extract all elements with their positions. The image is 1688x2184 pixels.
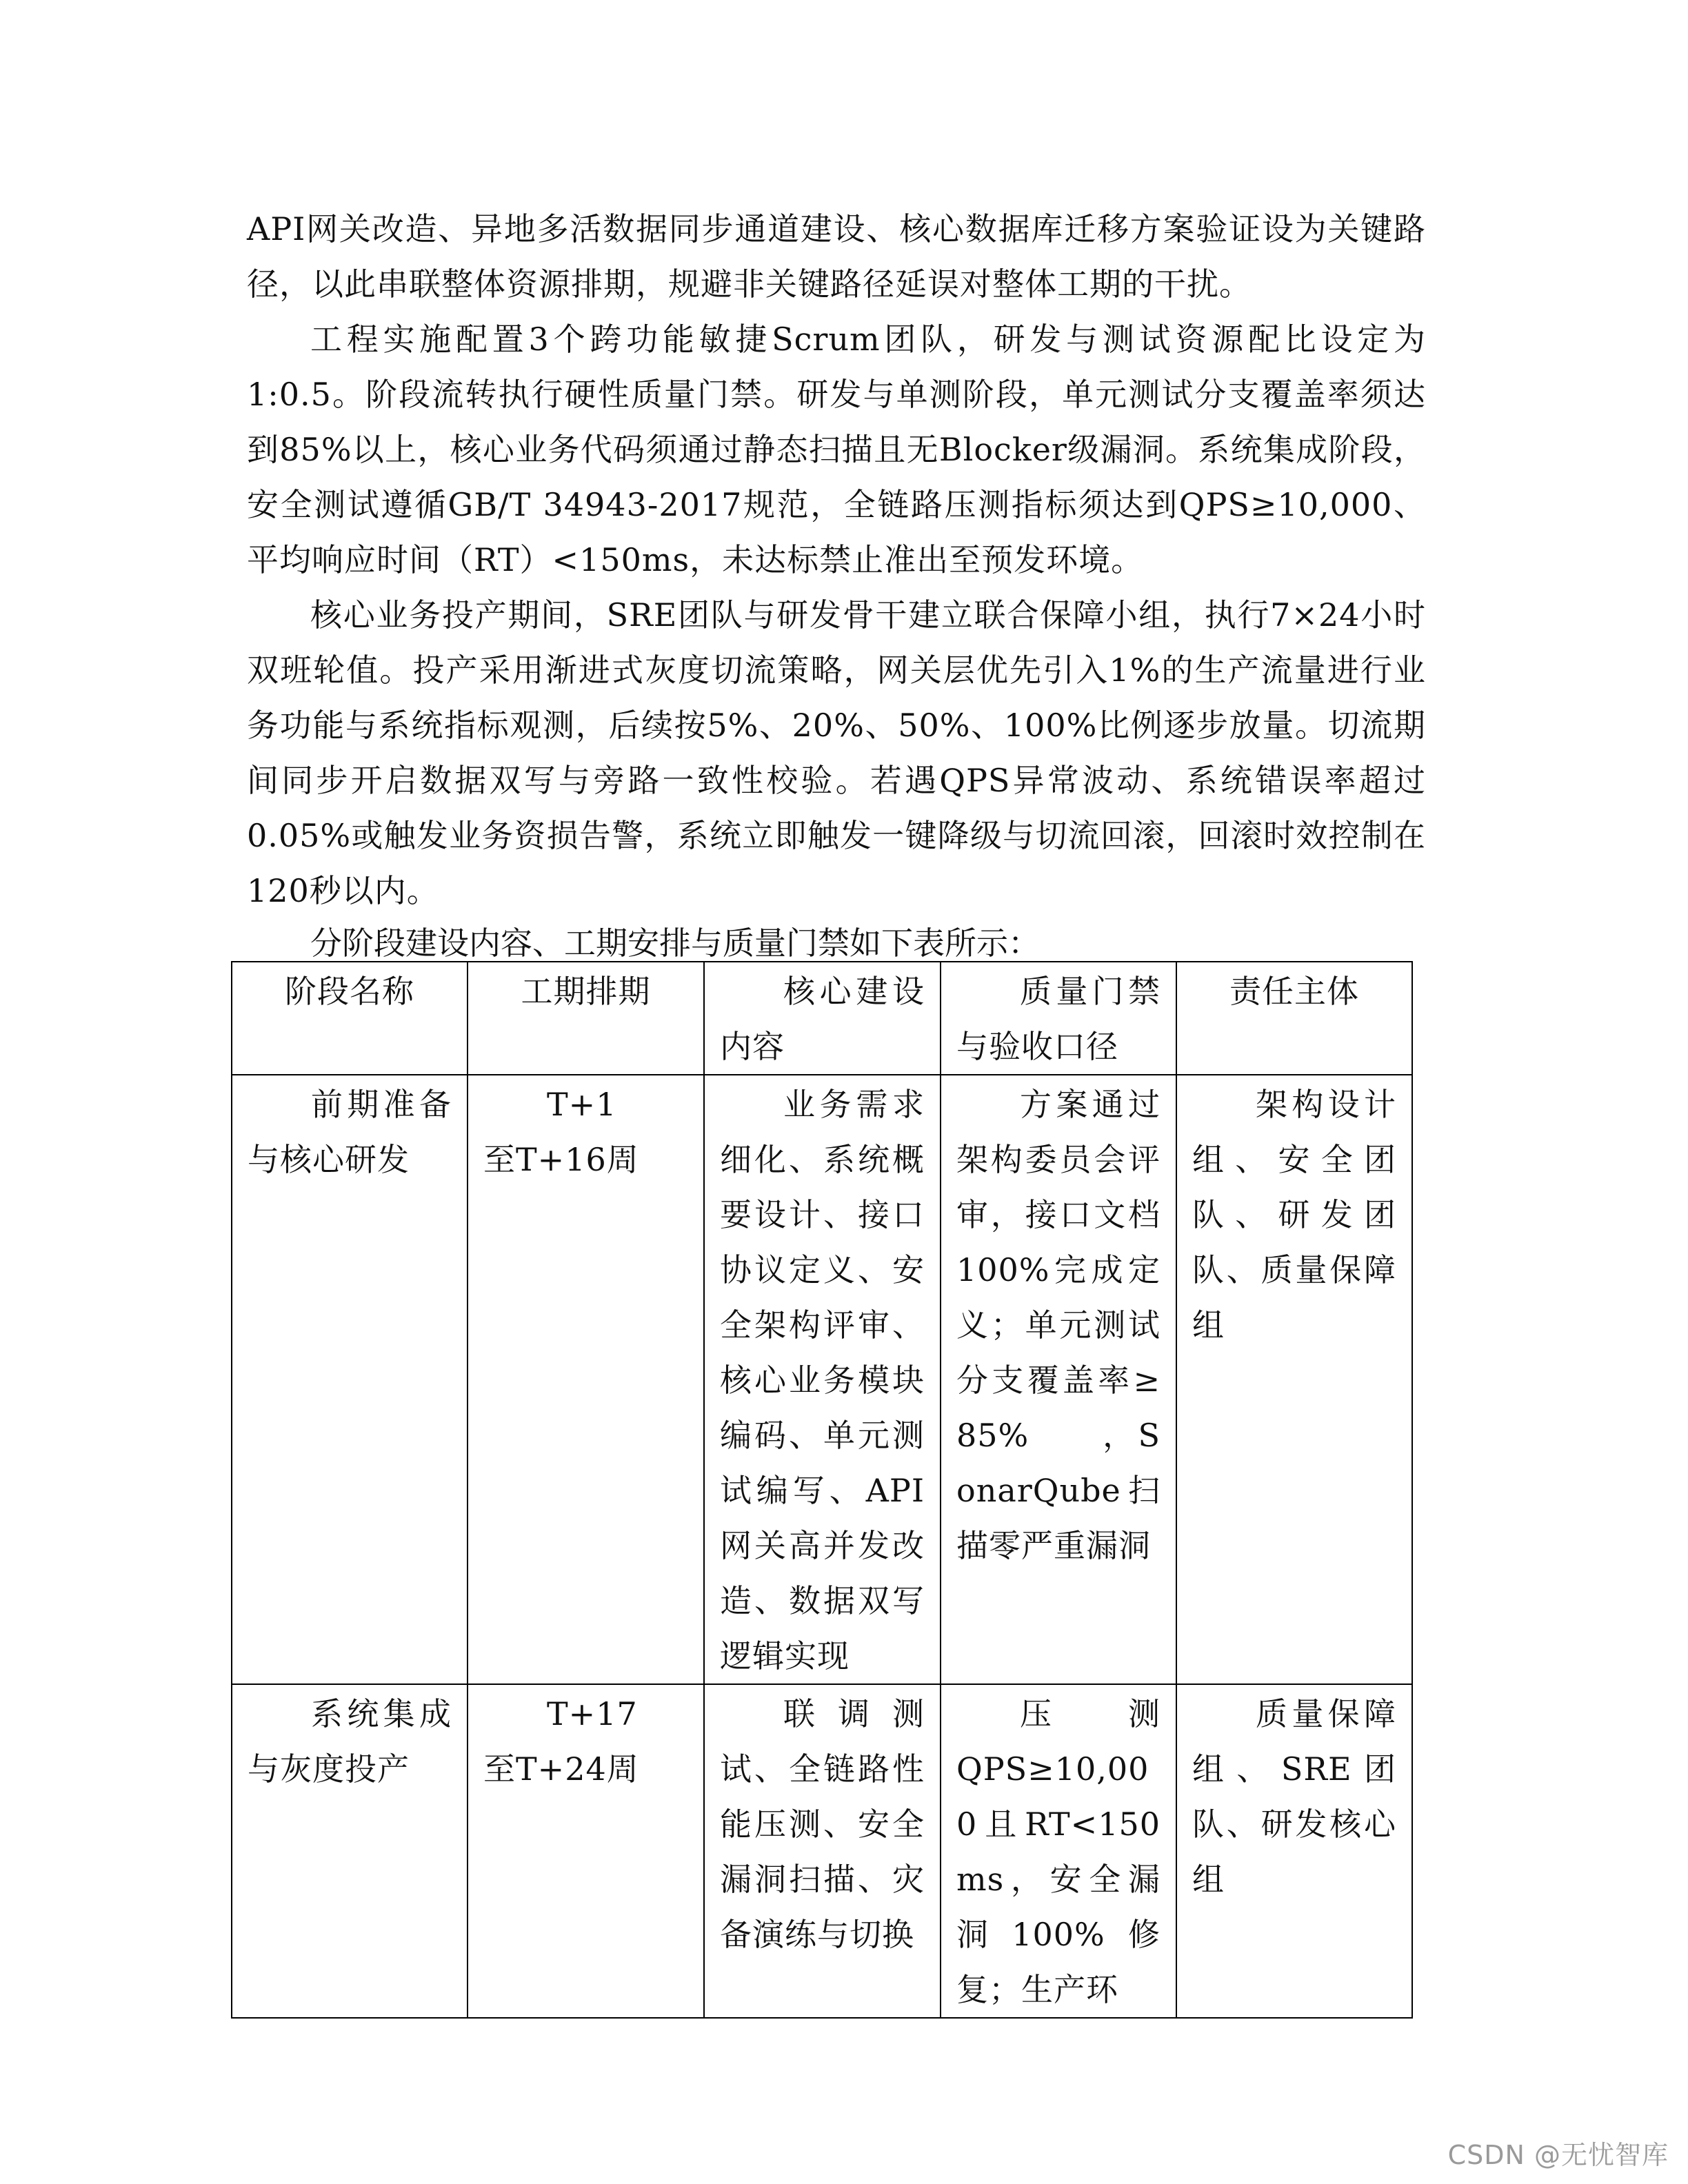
table-row <box>232 1684 1412 2018</box>
paragraph-critical-path: API网关改造、异地多活数据同步通道建设、核心数据库迁移方案验证设为关键路径，以此串联整体资源排期，规避非关键路径延误对整体工期的干扰。 <box>247 210 1426 303</box>
header-phase-name: 阶段名称 <box>232 962 468 1075</box>
table-row <box>232 1075 1412 1684</box>
header-owner: 责任主体 <box>1176 962 1412 1075</box>
cell-period: T+1 至T+16周 <box>468 1075 704 1684</box>
phase-table <box>231 961 1413 2019</box>
table-caption: 分阶段建设内容、工期安排与质量门禁如下表所示： <box>310 924 1040 962</box>
cell-gate: 方案通过架构委员会评审，接口文档100%完成定义；单元测试分支覆盖率≥85% ，SonarQube扫描零严重漏洞 <box>941 1075 1176 1684</box>
cell-phase: 前期准备与核心研发 <box>232 1075 468 1684</box>
cell-owner: 质量保障组、SRE团队、研发核心组 <box>1176 1684 1412 2018</box>
cell-content: 联调测试、全链路性能压测、安全漏洞扫描、灾备演练与切换 <box>704 1684 941 2018</box>
cell-content: 业务需求细化、系统概要设计、接口协议定义、安全架构评审、核心业务模块编码、单元测试编写、API网关高并发改造、数据双写逻辑实现 <box>704 1075 941 1684</box>
cell-period: T+17 至T+24周 <box>468 1684 704 2018</box>
table-header-row <box>232 962 1412 1075</box>
cell-phase: 系统集成与灰度投产 <box>232 1684 468 2018</box>
header-quality-gate: 质量门禁与验收口径 <box>941 962 1176 1075</box>
header-core-content: 核心建设内容 <box>704 962 941 1075</box>
cell-gate: 压 测QPS≥10,000且RT<150ms，安全漏洞100%修复；生产环 <box>941 1684 1176 2018</box>
paragraph-go-live: 核心业务投产期间，SRE团队与研发骨干建立联合保障小组，执行7×24小时双班轮值。投产采用渐进式灰度切流策略，网关层优先引入1%的生产流量进行业务功能与系统指标观测，后续按5%、20%、50%、100%比例逐步放量。切流期间同步开启数据双写与旁路一致性校验。若遇QPS异常波动、系统错误率超过0.05%或触发业务资损告警，系统立即触发一键降级与切流回滚，回滚时效控制在120秒以内。 <box>247 596 1427 909</box>
cell-owner: 架构设计组、安全团队、研发团队、质量保障组 <box>1176 1075 1412 1684</box>
header-period: 工期排期 <box>468 962 704 1075</box>
paragraph-team-config: 工程实施配置3个跨功能敏捷Scrum团队，研发与测试资源配比设定为1:0.5。阶段流转执行硬性质量门禁。研发与单测阶段，单元测试分支覆盖率须达到85%以上，核心业务代码须通过静态扫描且无Blocker级漏洞。系统集成阶段，安全测试遵循GB/T 34943-2017规范，全链路压测指标须达到QPS≥10,000、平均响应时间（RT）<150ms，未达标禁止准出至预发环境。 <box>247 321 1426 578</box>
watermark: CSDN @无忧智库 <box>1447 2140 1669 2170</box>
